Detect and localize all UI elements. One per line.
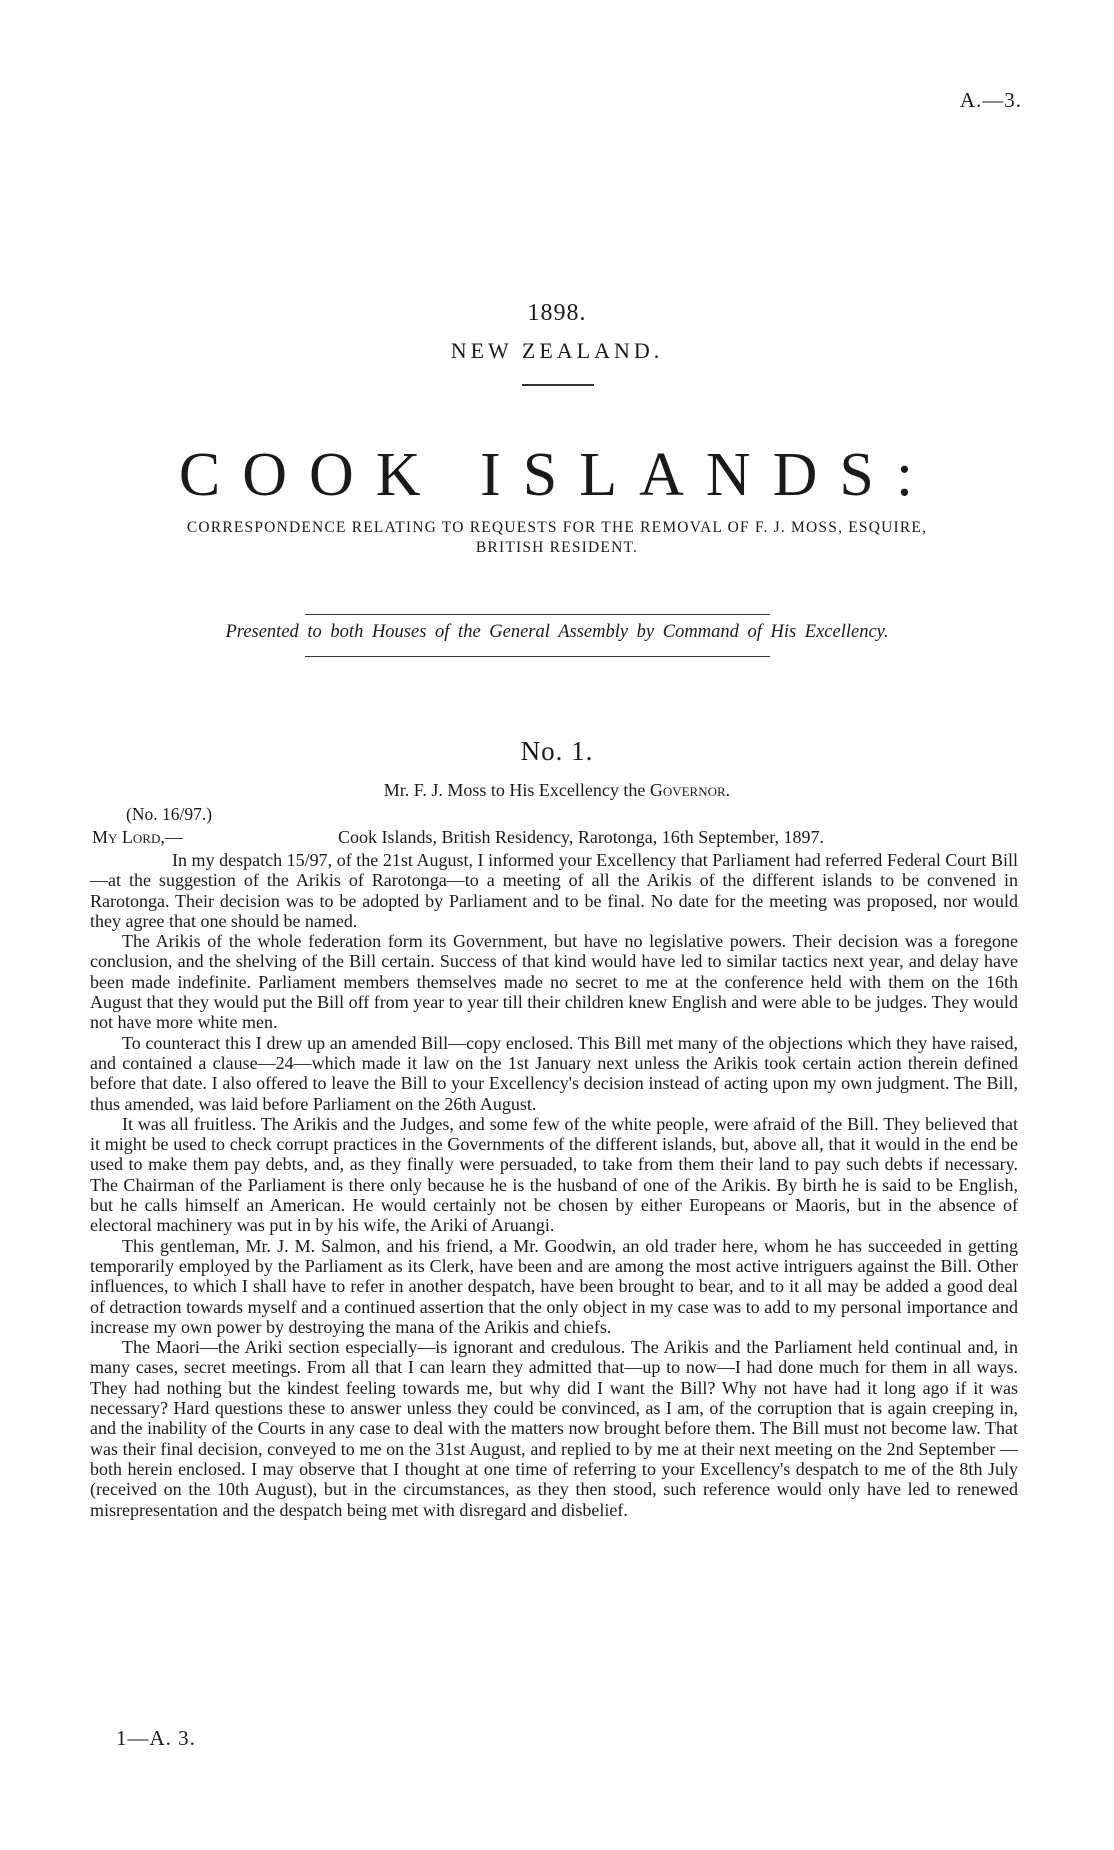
salutation: My Lord,—: [92, 827, 183, 847]
country-heading: NEW ZEALAND.: [450, 338, 664, 363]
letter-number-heading: No. 1.: [520, 736, 594, 766]
body-paragraph: The Arikis of the whole federation form its Government, but have no legislative powers. Their decision was a foregone conclusion, and the shelving of the Bill certain. Success of that kind would have led to similar tactics next year, and delay have been made indefinite. Parliament members themselves made no secret to me at the conference held with them on the 16th August that they would put the Bill off from year to year till their children knew English and were able to be judges. They would not have more white men.: [90, 931, 1018, 1033]
body-paragraph: In my despatch 15/97, of the 21st August, I informed your Excellency that Parliament had referred Federal Court Bill—at the suggestion of the Arikis of Rarotonga—to a meeting of all the Arikis of the different islands to be convened in Rarotonga. Their decision was to be adopted by Parliament and to be final. No date for the meeting was proposed, nor would they agree that one should be named.: [90, 850, 1018, 931]
dateline: Cook Islands, British Residency, Rarotonga, 16th September, 1897.: [338, 827, 825, 847]
letter-body: [90, 850, 1018, 1520]
document-reference: A.—3.: [959, 88, 1022, 112]
page-title: COOK ISLANDS:: [178, 441, 936, 509]
body-paragraph: To counteract this I drew up an amended Bill—copy enclosed. This Bill met many of the objections which they have raised, and contained a clause—24—which made it law on the 1st January next unless the Arikis took certain action therein defined before that date. I also offered to leave the Bill to your Excellency's decision instead of acting upon my own judgment. The Bill, thus amended, was laid before Parliament on the 26th August.: [90, 1032, 1018, 1114]
letter-recipient: Governor.: [649, 780, 731, 800]
letter-from-to: [0, 780, 1114, 801]
document-year: 1898.: [527, 300, 587, 326]
subtitle-line-1: CORRESPONDENCE RELATING TO REQUESTS FOR THE REMOVAL OF F. J. MOSS, ESQUIRE,: [186, 519, 928, 536]
presented-rule-bottom: [305, 656, 770, 657]
letter-from-to-prefix: Mr. F. J. Moss to His Excellency the: [383, 780, 650, 800]
page-signature-mark: 1—A. 3.: [116, 1726, 196, 1750]
title-divider: [522, 384, 594, 386]
presented-rule-top: [305, 614, 770, 615]
body-paragraph: The Maori—the Ariki section especially—is ignorant and credulous. The Arikis and the Parliament held continual and, in many cases, secret meetings. From all that I can learn they admitted that—up to now—I had done much for them in all ways. They had nothing but the kindest feeling towards me, but why did I want the Bill? Why not have had it long ago if it was necessary? Hard questions these to answer unless they could be convinced, as I am, of the corruption that is again creeping in, and the inability of the Courts in any case to deal with the matters now brought before them. The Bill must not become law. That was their final decision, conveyed to me on the 31st August, and replied to by me at their next meeting on the 2nd September —both herein enclosed. I may observe that I thought at one time of referring to your Excellency's despatch to me of the 8th July (received on the 10th August), but in the circumstances, as they then stood, such reference would only have led to renewed misrepresentation and the despatch being met with disregard and disbelief.: [90, 1337, 1018, 1520]
subtitle: [80, 518, 1034, 558]
body-paragraph: This gentleman, Mr. J. M. Salmon, and his friend, a Mr. Goodwin, an old trader here, whom he has succeeded in getting temporarily employed by the Parliament as its Clerk, have been and are among the most active intriguers against the Bill. Other influences, to which I shall have to refer in another despatch, have been brought to bear, and to it all may be added a good deal of detraction towards myself and a continued assertion that the only object in my case was to add to my personal importance and increase my own power by destroying the mana of the Arikis and chiefs.: [90, 1235, 1018, 1337]
despatch-number: (No. 16/97.): [126, 804, 213, 824]
subtitle-line-2: BRITISH RESIDENT.: [475, 539, 639, 556]
presented-statement: Presented to both Houses of the General Assembly by Command of His Excellency.: [225, 622, 889, 642]
body-paragraph: It was all fruitless. The Arikis and the Judges, and some few of the white people, were afraid of the Bill. They believed that it might be used to check corrupt practices in the Governments of the different islands, but, above all, that it would in the end be used to make them pay debts, and, as they finally were persuaded, to take from them their land to pay such debts if necessary. The Chairman of the Parliament is there only because he is the husband of one of the Arikis. By birth he is said to be English, but he calls himself an American. He would certainly not be chosen by either Europeans or Maoris, but in the absence of electoral machinery was put in by his wife, the Ariki of Aruangi.: [90, 1113, 1018, 1236]
